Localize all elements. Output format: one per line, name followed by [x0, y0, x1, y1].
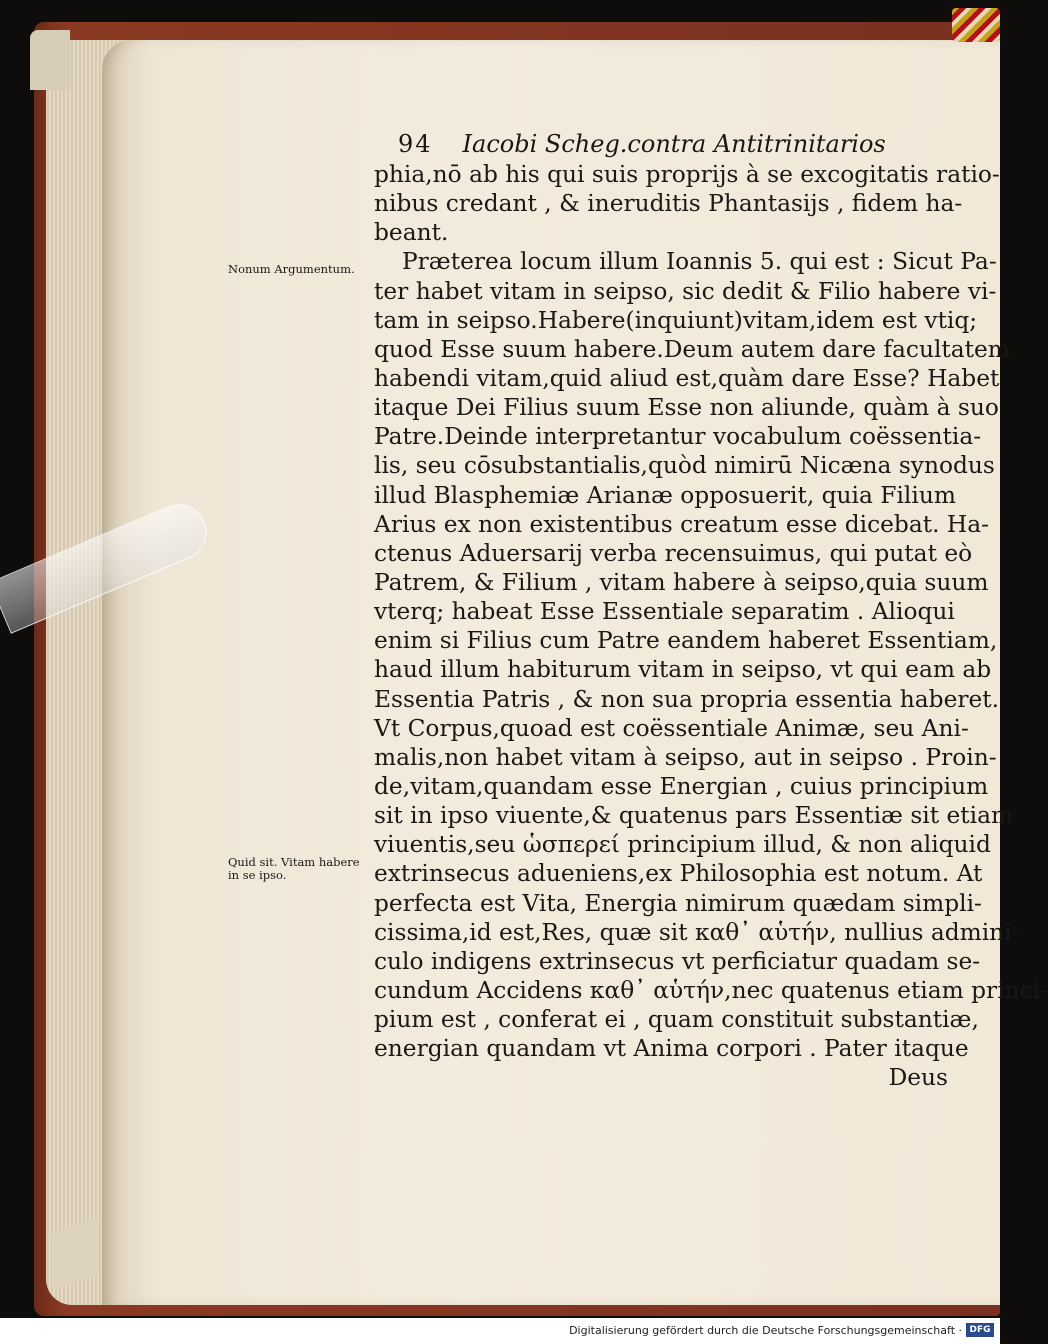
- text-line: Patrem, & Filium , vitam habere à seipso,quia suum: [374, 568, 989, 596]
- text-line: viuentis,seu ὡσπερεί principium illud, & non aliquid: [374, 831, 991, 859]
- text-line: ter habet vitam in seipso, sic dedit & Filio habere vi-: [374, 277, 997, 305]
- text-line: ctenus Aduersarij verba recensuimus, qui putat eò: [374, 539, 973, 567]
- text-line: pium est , conferat ei , quam constituit substantiæ,: [374, 1006, 979, 1034]
- text-line: cissima,id est,Res, quæ sit καθ᾽ αὑτήν, nullius admini-: [374, 918, 1020, 946]
- text-line: de,vitam,quandam esse Energian , cuius principium: [374, 772, 989, 800]
- corner-protector-top: [30, 30, 70, 90]
- text-line: sit in ipso viuente,& quatenus pars Essentiæ sit etiam: [374, 802, 1014, 830]
- text-line: culo indigens extrinsecus vt perficiatur quadam se-: [374, 947, 981, 975]
- text-line: Præterea locum illum Ioannis 5. qui est : Sicut Pa-: [402, 248, 997, 276]
- bookmark-ribbon: [952, 8, 1000, 42]
- text-line: illud Blasphemiæ Arianæ opposuerit, quia Filium: [374, 481, 956, 509]
- text-line: Vt Corpus,quoad est coëssentiale Animæ, seu Ani-: [374, 714, 969, 742]
- running-header: [398, 130, 918, 158]
- text-line: habendi vitam,quid aliud est,quàm dare Esse? Habet: [374, 364, 1000, 392]
- marginal-note-1: Nonum Argumentum.: [228, 262, 355, 276]
- text-line: Patre.Deinde interpretantur vocabulum coëssentia-: [374, 423, 982, 451]
- text-line: phia,nō ab his qui suis proprijs à se excogitatis ratio-: [374, 161, 1000, 188]
- page-number: 94: [398, 130, 433, 158]
- text-line: itaque Dei Filius suum Esse non aliunde, quàm à suo: [374, 394, 999, 422]
- text-line: cundum Accidens καθ᾽ αὑτήν,nec quatenus etiam princi-: [374, 976, 1048, 1004]
- text-line: haud illum habiturum vitam in seipso, vt qui eam ab: [374, 656, 992, 684]
- running-title: Iacobi Scheg.contra Antitrinitarios: [462, 130, 886, 158]
- text-line: quod Esse suum habere.Deum autem dare facultatem: [374, 335, 1010, 363]
- text-line: extrinsecus adueniens,ex Philosophia est notum. At: [374, 860, 983, 888]
- text-line: energian quandam vt Anima corpori . Pater itaque: [374, 1035, 969, 1063]
- footer-credit: Digitalisierung gefördert durch die Deutsche Forschungsgemeinschaft ·: [569, 1324, 962, 1337]
- text-line: perfecta est Vita, Energia nimirum quædam simpli-: [374, 889, 982, 917]
- text-line: Deus: [888, 1064, 948, 1092]
- text-line: beant.: [374, 219, 449, 247]
- text-line: Arius ex non existentibus creatum esse dicebat. Ha-: [374, 510, 989, 538]
- text-line: nibus credant , & ineruditis Phantasijs , fidem ha-: [374, 190, 963, 218]
- text-line: tam in seipso.Habere(inquiunt)vitam,idem est vtiq;: [374, 306, 978, 334]
- dfg-logo: DFG: [966, 1323, 994, 1337]
- footer-bar: [0, 1318, 1000, 1344]
- text-line: enim si Filius cum Patre eandem haberet Essentiam,: [374, 627, 998, 655]
- text-line: malis,non habet vitam à seipso, aut in seipso . Proin-: [374, 743, 997, 771]
- text-line: Essentia Patris , & non sua propria essentia haberet.: [374, 685, 1000, 713]
- marginal-note-2: Quid sit. Vitam habere in se ipso.: [228, 855, 360, 882]
- body-text: [374, 160, 1048, 1093]
- text-line: vterq; habeat Esse Essentiale separatim . Alioqui: [374, 598, 955, 626]
- text-line: lis, seu cōsubstantialis,quòd nimirū Nicæna synodus: [374, 452, 995, 480]
